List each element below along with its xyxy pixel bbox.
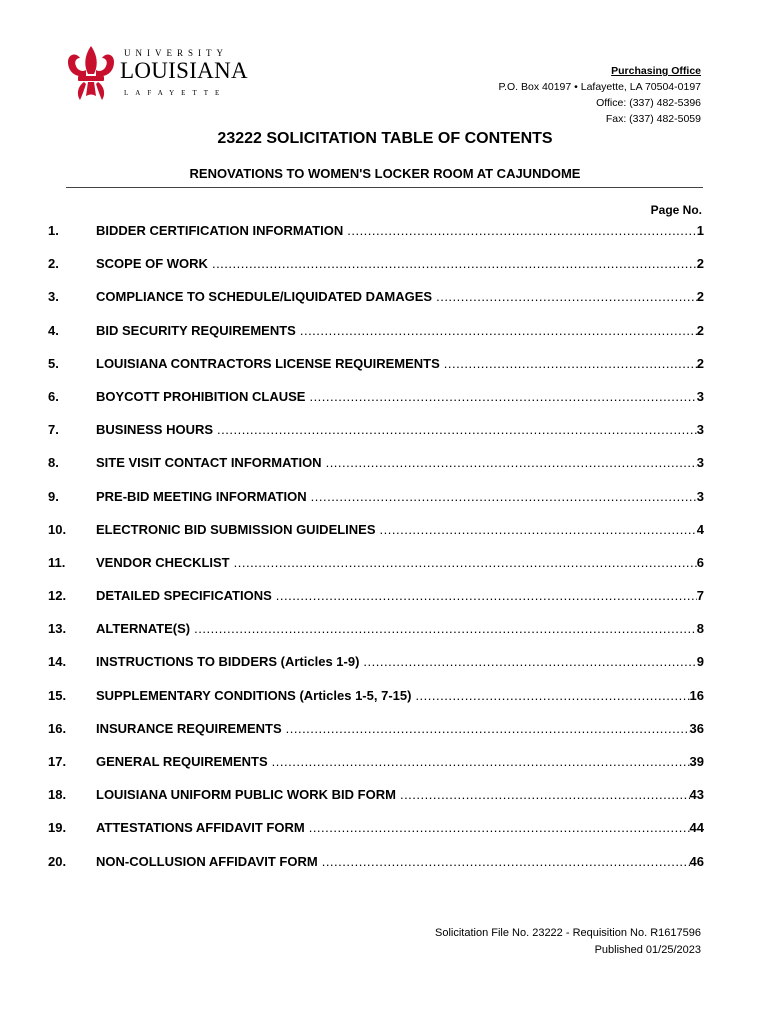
document-subtitle: RENOVATIONS TO WOMEN'S LOCKER ROOM AT CAJUNDOME	[189, 166, 581, 181]
toc-entry-label: NON-COLLUSION AFFIDAVIT FORM	[96, 853, 318, 869]
toc-entry-body	[96, 720, 704, 738]
office-fax: Fax: (337) 482-5059	[605, 113, 701, 125]
toc-entry-page: 43	[689, 787, 704, 803]
footer-published-date: Published 01/25/2023	[594, 944, 701, 956]
toc-entry-number: 4.	[48, 322, 59, 338]
toc-entry	[48, 587, 704, 620]
toc-entry	[48, 322, 704, 355]
toc-entry-label: VENDOR CHECKLIST	[96, 554, 230, 570]
toc-entry-page: 1	[696, 223, 704, 238]
toc-entry-label: LOUISIANA UNIFORM PUBLIC WORK BID FORM	[96, 787, 396, 803]
toc-entry-label: ELECTRONIC BID SUBMISSION GUIDELINES	[96, 521, 376, 537]
toc-entry-label: PRE-BID MEETING INFORMATION	[96, 488, 307, 504]
toc-entry-label: GENERAL REQUIREMENTS	[96, 754, 268, 769]
toc-entry-body	[96, 587, 704, 605]
toc-entry-number: 5.	[48, 355, 59, 371]
toc-entry-number: 10.	[48, 521, 67, 537]
toc-entry	[48, 720, 704, 753]
toc-entry-body	[96, 488, 704, 506]
toc-entry-label: SCOPE OF WORK	[96, 256, 208, 272]
footer-solicitation-info: Solicitation File No. 23222 - Requisition No. R1617596	[435, 927, 701, 939]
toc-entry	[48, 819, 704, 852]
toc-entry	[48, 620, 704, 653]
toc-entry-page: 9	[696, 654, 704, 670]
toc-dot-leader	[234, 554, 697, 572]
toc-entry-number: 2.	[48, 256, 59, 272]
toc-entry	[48, 753, 704, 786]
toc-dot-leader	[326, 454, 697, 472]
toc-entry-label: COMPLIANCE TO SCHEDULE/LIQUIDATED DAMAGES	[96, 289, 433, 305]
toc-dot-leader	[300, 322, 697, 340]
table-of-contents	[48, 222, 704, 886]
toc-entry-page: 2	[696, 355, 704, 371]
logo-lafayette-text: LAFAYETTE	[124, 89, 227, 97]
toc-entry-page: 3	[696, 455, 704, 471]
toc-entry-body	[96, 620, 704, 638]
toc-entry-label: SITE VISIT CONTACT INFORMATION	[96, 455, 322, 471]
toc-entry-body	[96, 255, 704, 273]
toc-dot-leader	[415, 687, 689, 705]
toc-entry-page: 3	[696, 488, 704, 504]
toc-entry-page: 46	[689, 853, 704, 869]
toc-entry	[48, 853, 704, 886]
toc-entry-label: INSURANCE REQUIREMENTS	[96, 720, 282, 736]
toc-entry-label: BUSINESS HOURS	[96, 422, 214, 438]
toc-entry-number: 6.	[48, 388, 59, 404]
toc-entry-body	[96, 388, 704, 406]
toc-entry	[48, 521, 704, 554]
toc-entry-body	[96, 853, 704, 871]
toc-dot-leader	[217, 421, 697, 439]
toc-entry-label: SUPPLEMENTARY CONDITIONS (Articles 1-5, 7-15)	[96, 687, 412, 703]
toc-entry-number: 16.	[48, 720, 67, 736]
toc-dot-leader	[322, 853, 690, 871]
toc-entry-body	[96, 554, 704, 572]
office-address: P.O. Box 40197 • Lafayette, LA 70504-0197	[498, 81, 701, 93]
toc-entry-number: 8.	[48, 455, 59, 471]
toc-entry	[48, 687, 704, 720]
toc-entry-body	[96, 786, 704, 804]
toc-entry	[48, 222, 704, 255]
toc-entry	[48, 554, 704, 587]
toc-dot-leader	[311, 488, 697, 506]
toc-entry-page: 2	[696, 322, 704, 338]
toc-dot-leader	[309, 388, 696, 406]
toc-entry	[48, 255, 704, 288]
toc-entry	[48, 786, 704, 819]
logo-university-text: UNIVERSITY	[124, 48, 228, 58]
toc-entry-number: 14.	[48, 654, 67, 670]
toc-entry-number: 7.	[48, 422, 59, 438]
toc-dot-leader	[436, 288, 697, 306]
toc-entry-label: BID SECURITY REQUIREMENTS	[96, 322, 296, 338]
toc-entry-label: BIDDER CERTIFICATION INFORMATION	[96, 223, 344, 238]
document-title: 23222 SOLICITATION TABLE OF CONTENTS	[217, 130, 553, 147]
toc-dot-leader	[400, 786, 690, 804]
toc-entry-page: 36	[689, 720, 704, 736]
toc-entry-body	[96, 355, 704, 373]
toc-dot-leader	[347, 222, 697, 240]
purchasing-office-block	[498, 63, 701, 127]
toc-entry-page: 7	[696, 588, 704, 604]
toc-entry-number: 15.	[48, 687, 67, 703]
toc-entry-body	[96, 421, 704, 439]
toc-entry-body	[96, 687, 704, 705]
toc-entry-label: LOUISIANA CONTRACTORS LICENSE REQUIREMENTS	[96, 355, 440, 371]
office-title: Purchasing Office	[611, 65, 701, 77]
toc-entry-body	[96, 454, 704, 472]
toc-entry-label: DETAILED SPECIFICATIONS	[96, 588, 272, 604]
toc-entry	[48, 488, 704, 521]
toc-entry-page: 8	[696, 621, 704, 637]
toc-dot-leader	[212, 255, 697, 273]
toc-dot-leader	[380, 521, 697, 539]
toc-entry-label: INSTRUCTIONS TO BIDDERS (Articles 1-9)	[96, 654, 360, 670]
toc-dot-leader	[194, 620, 697, 638]
toc-entry-number: 11.	[48, 554, 66, 570]
toc-entry-body	[96, 753, 704, 771]
toc-entry-number: 3.	[48, 289, 59, 305]
toc-entry-page: 39	[689, 754, 704, 769]
university-logo	[64, 44, 248, 106]
office-phone: Office: (337) 482-5396	[596, 97, 701, 109]
page-number-header: Page No.	[650, 203, 702, 217]
toc-entry	[48, 355, 704, 388]
toc-entry	[48, 421, 704, 454]
toc-dot-leader	[272, 753, 690, 771]
fleur-de-lis-icon	[64, 44, 118, 104]
toc-entry-number: 9.	[48, 488, 59, 504]
toc-entry-page: 4	[696, 521, 704, 537]
toc-entry-body	[96, 222, 704, 240]
toc-entry-page: 2	[696, 256, 704, 272]
toc-entry	[48, 288, 704, 321]
toc-entry-page: 44	[689, 820, 704, 836]
toc-entry-page: 16	[689, 687, 704, 703]
toc-entry-number: 17.	[48, 754, 67, 769]
toc-entry-body	[96, 819, 704, 837]
toc-entry-label: BOYCOTT PROHIBITION CLAUSE	[96, 388, 306, 404]
title-divider	[66, 187, 703, 188]
toc-entry-number: 20.	[48, 853, 67, 869]
logo-louisiana-text: LOUISIANA	[120, 58, 248, 83]
toc-entry-body	[96, 322, 704, 340]
toc-entry-number: 1.	[48, 223, 59, 238]
toc-entry-label: ATTESTATIONS AFFIDAVIT FORM	[96, 820, 305, 836]
toc-entry-page: 2	[696, 289, 704, 305]
toc-dot-leader	[444, 355, 697, 373]
toc-entry-body	[96, 653, 704, 671]
footer	[435, 925, 701, 959]
toc-entry	[48, 653, 704, 686]
toc-entry-number: 12.	[48, 588, 67, 604]
toc-dot-leader	[309, 819, 690, 837]
toc-entry-number: 18.	[48, 787, 67, 803]
toc-entry-body	[96, 288, 704, 306]
toc-dot-leader	[363, 653, 696, 671]
toc-entry-page: 3	[696, 422, 704, 438]
toc-dot-leader	[276, 587, 697, 605]
toc-entry-page: 3	[696, 388, 704, 404]
toc-entry	[48, 454, 704, 487]
toc-entry-number: 13.	[48, 621, 67, 637]
toc-dot-leader	[286, 720, 690, 738]
toc-entry-page: 6	[696, 554, 704, 570]
toc-entry-number: 19.	[48, 820, 67, 836]
toc-entry	[48, 388, 704, 421]
toc-entry-body	[96, 521, 704, 539]
toc-entry-label: ALTERNATE(S)	[96, 621, 191, 637]
